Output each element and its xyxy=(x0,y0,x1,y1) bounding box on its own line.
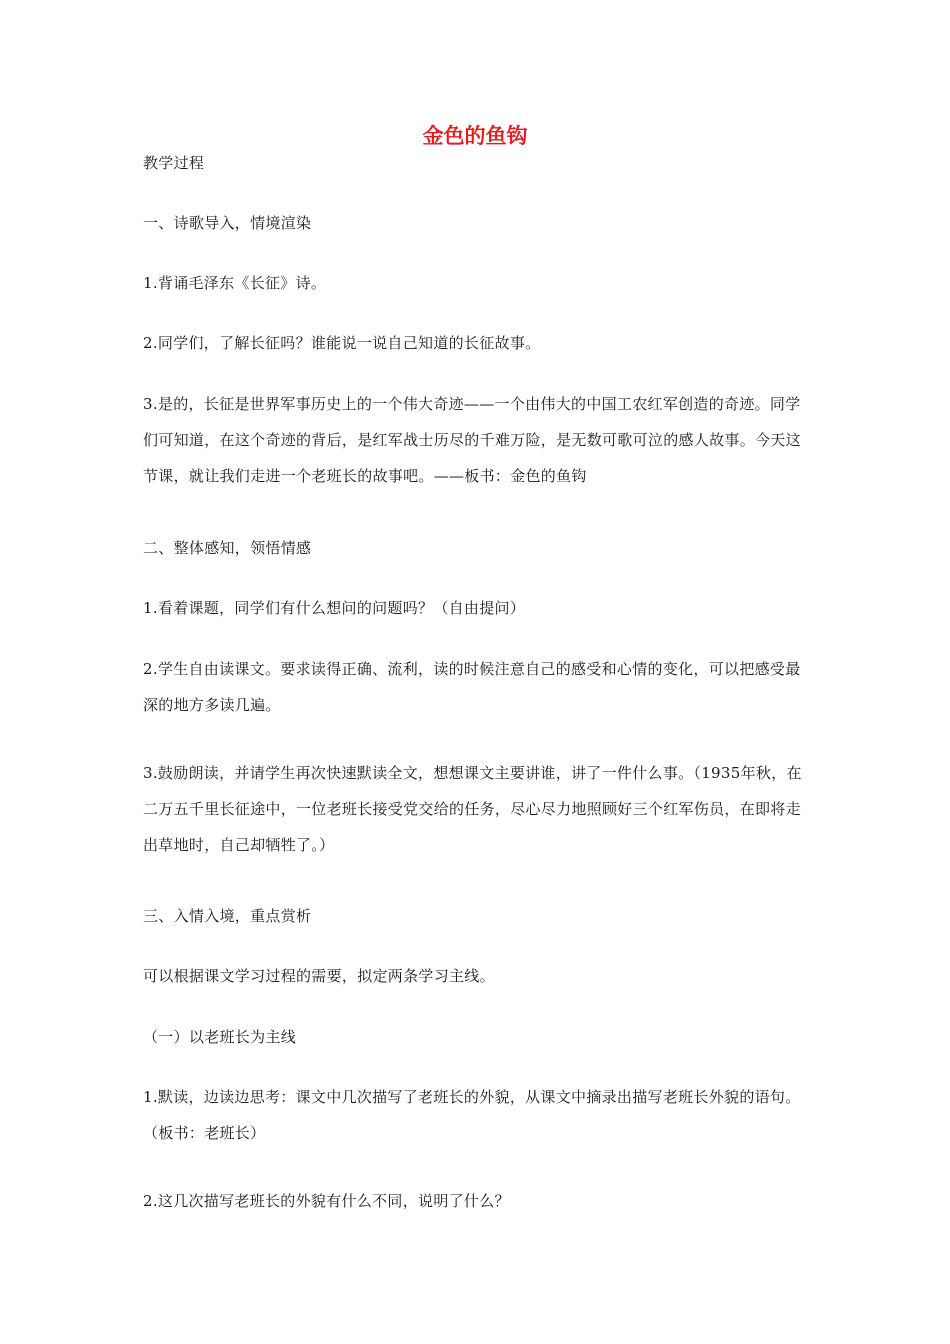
paragraph: 2.学生自由读课文。要求读得正确、流利，读的时候注意自己的感受和心情的变化，可以把感受最深的地方多读几遍。 xyxy=(143,660,801,714)
section-label: 教学过程 xyxy=(143,154,205,172)
paragraph: 3.是的，长征是世界军事历史上的一个伟大奇迹——一个由伟大的中国工农红军创造的奇迹。同学们可知道，在这个奇迹的背后，是红军战士历尽的千难万险，是无数可歌可泣的感人故事。今天这节课，就让我们走进一个老班长的故事吧。——板书：金色的鱼钩 xyxy=(143,395,801,485)
paragraph: 1.看着课题，同学们有什么想问的问题吗？（自由提问） xyxy=(143,599,526,617)
subsection-heading: （一）以老班长为主线 xyxy=(143,1028,297,1046)
section-heading: 三、入情入境，重点赏析 xyxy=(143,907,312,925)
paragraph: 1.默读，边读边思考：课文中几次描写了老班长的外貌，从课文中摘录出描写老班长外貌的语句。（板书：老班长） xyxy=(143,1088,801,1142)
paragraph: 2.同学们，了解长征吗？谁能说一说自己知道的长征故事。 xyxy=(143,334,541,352)
paragraph: 可以根据课文学习过程的需要，拟定两条学习主线。 xyxy=(143,967,495,985)
paragraph: 1.背诵毛泽东《长征》诗。 xyxy=(143,274,327,292)
paragraph: 3.鼓励朗读，并请学生再次快速默读全文，想想课文主要讲谁，讲了一件什么事。（1935年秋，在二万五千里长征途中，一位老班长接受党交给的任务，尽心尽力地照顾好三个红军伤员，在即将走出草地时，自己却牺牲了。） xyxy=(143,764,802,854)
paragraph: 2.这几次描写老班长的外貌有什么不同，说明了什么？ xyxy=(143,1192,510,1210)
section-heading: 一、诗歌导入，情境渲染 xyxy=(143,214,312,232)
section-heading: 二、整体感知，领悟情感 xyxy=(143,539,312,557)
document-title: 金色的鱼钩 xyxy=(422,124,528,148)
